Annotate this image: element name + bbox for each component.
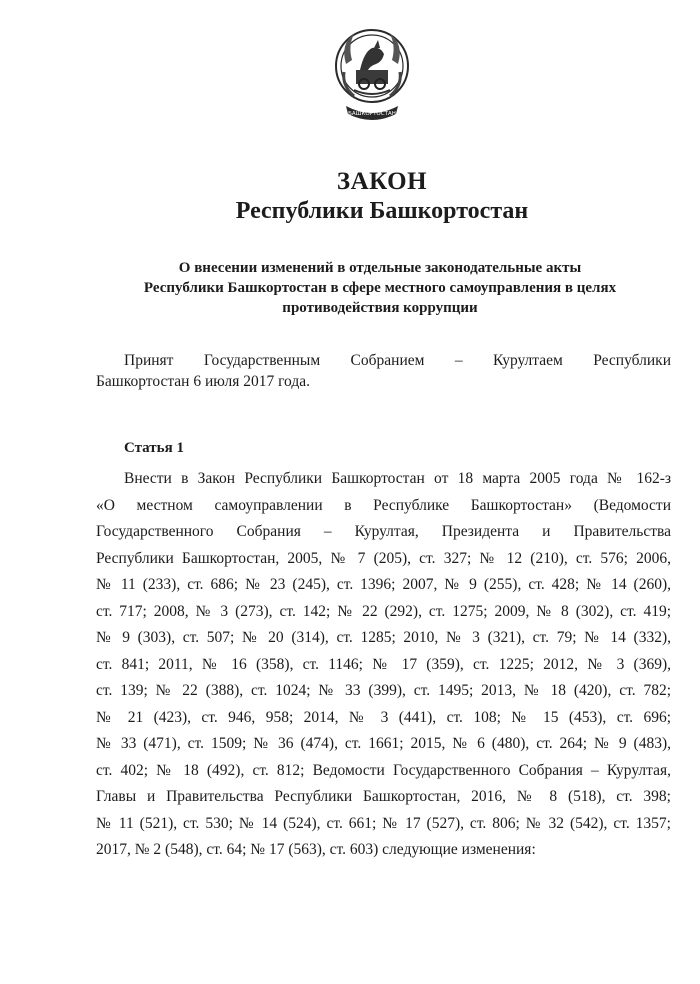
article-line: ст. 717; 2008, № 3 (273), ст. 142; № 22 (292), ст. 1275; 2009, № 8 (302), ст. 419;	[96, 602, 671, 620]
article-line: Главы и Правительства Республики Башкортостан, 2016, № 8 (518), ст. 398;	[96, 788, 671, 805]
coat-of-arms-icon	[334, 24, 410, 128]
article-line: № 9 (303), ст. 507; № 20 (314), ст. 1285; 2010, № 3 (321), ст. 79; № 14 (332),	[96, 629, 671, 646]
adoption-line: Принят Государственным Собранием – Курултаем Республики	[124, 352, 671, 369]
article-line: № 11 (521), ст. 530; № 14 (524), ст. 661; № 17 (527), ст. 806; № 32 (542), ст. 1357;	[96, 814, 671, 832]
article-line: ст. 139; № 22 (388), ст. 1024; № 33 (399), ст. 1495; 2013, № 18 (420), ст. 782;	[96, 682, 671, 699]
article-line: Республики Башкортостан, 2005, № 7 (205), ст. 327; № 12 (210), ст. 576; 2006,	[96, 549, 671, 567]
adoption-note	[96, 350, 671, 392]
article-line: № 33 (471), ст. 1509; № 36 (474), ст. 1661; 2015, № 6 (480), ст. 264; № 9 (483),	[96, 735, 671, 752]
article-heading: Статья 1	[124, 440, 184, 456]
document-title: ЗАКОН	[336, 168, 428, 195]
article-line: Государственного Собрания – Курултая, Президента и Правительства	[96, 523, 671, 540]
subject-line: О внесении изменений в отдельные законодательные акты	[178, 260, 582, 276]
document-subtitle: Республики Башкортостан	[235, 198, 529, 224]
article-line: Внести в Закон Республики Башкортостан от 18 марта 2005 года № 162-з	[124, 470, 671, 487]
article-body	[96, 466, 671, 864]
emblem-ribbon-text: БАШКОРТОСТАН	[348, 111, 396, 117]
article-line: № 11 (233), ст. 686; № 23 (245), ст. 1396; 2007, № 9 (255), ст. 428; № 14 (260),	[96, 576, 671, 593]
subject-line: Республики Башкортостан в сфере местного самоуправления в целях	[143, 280, 617, 296]
subject-line: противодействия коррупции	[282, 300, 478, 316]
adoption-line: Башкортостан 6 июля 2017 года.	[96, 373, 310, 390]
article-line: 2017, № 2 (548), ст. 64; № 17 (563), ст. 603) следующие изменения:	[96, 841, 536, 858]
article-line: ст. 402; № 18 (492), ст. 812; Ведомости Государственного Собрания – Курултая,	[96, 761, 671, 779]
law-subject	[100, 258, 660, 318]
article-line: № 21 (423), ст. 946, 958; 2014, № 3 (441), ст. 108; № 15 (453), ст. 696;	[96, 708, 671, 726]
article-line: ст. 841; 2011, № 16 (358), ст. 1146; № 17 (359), ст. 1225; 2012, № 3 (369),	[96, 655, 671, 673]
article-line: «О местном самоуправлении в Республике Башкортостан» (Ведомости	[96, 496, 671, 514]
